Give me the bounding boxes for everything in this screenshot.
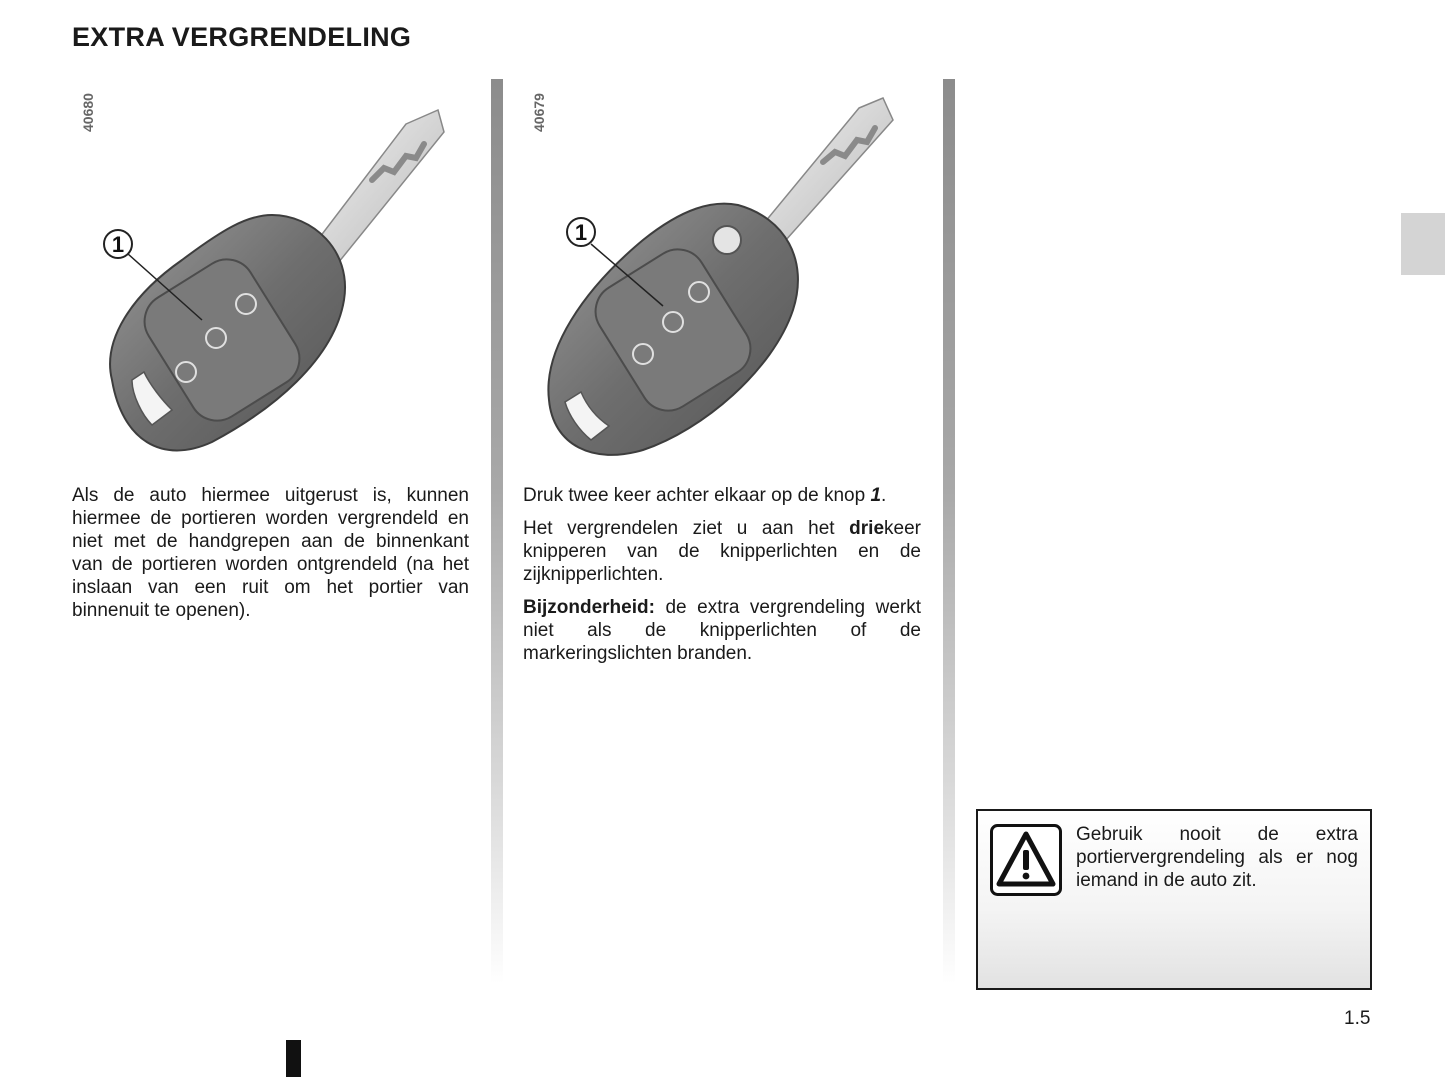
- page-title: EXTRA VERGRENDELING: [72, 22, 412, 52]
- callout-number: 1: [574, 220, 588, 245]
- figure-flip-key: [523, 80, 923, 475]
- column-divider-right: [943, 79, 955, 984]
- column-divider-left: [491, 79, 503, 984]
- note-label: Bijzonderheid:: [523, 597, 655, 618]
- warning-text: Gebruik nooit de extra portiervergrendeling als er nog iemand in de auto zit.: [1076, 824, 1358, 891]
- figure-number: 40679: [531, 93, 547, 132]
- warning-triangle-icon: [990, 824, 1062, 896]
- flip-key-illustration: [523, 80, 923, 475]
- column-2-text: [523, 484, 921, 675]
- note-text: de extra vergrendeling werkt niet als de knipperlichten of de markeringslichten branden.: [523, 597, 921, 664]
- figure-number: 40680: [80, 93, 96, 132]
- callout-number: 1: [111, 232, 125, 257]
- fixed-key-illustration: [72, 80, 472, 475]
- confirmation-start: Het vergrendelen ziet u aan het: [523, 518, 850, 539]
- button-reference: 1: [870, 485, 882, 506]
- instruction-end: .: [881, 485, 887, 506]
- confirmation-emphasis: drie: [849, 518, 885, 539]
- confirmation-end: keer knipperen van de knipperlichten en de zijknipperlichten.: [523, 518, 921, 585]
- print-mark: [286, 1040, 301, 1077]
- page-number: 1.5: [1344, 1008, 1371, 1029]
- warning-box: [976, 809, 1372, 990]
- chapter-tab: [1401, 213, 1445, 275]
- confirmation-paragraph: [523, 517, 921, 586]
- instruction-text: Druk twee keer achter elkaar op de knop: [523, 485, 871, 506]
- intro-paragraph: Als de auto hiermee uitgerust is, kunnen hiermee de portieren worden vergrendeld en niet met de handgrepen aan de binnenkant van de portieren worden ontgrendeld (na het inslaan van een ruit om het portier van binnenuit te openen).: [72, 485, 469, 621]
- instruction-paragraph: [523, 484, 921, 507]
- column-1-text: [72, 484, 469, 632]
- figure-fixed-key: [72, 80, 472, 475]
- note-paragraph: [523, 596, 921, 665]
